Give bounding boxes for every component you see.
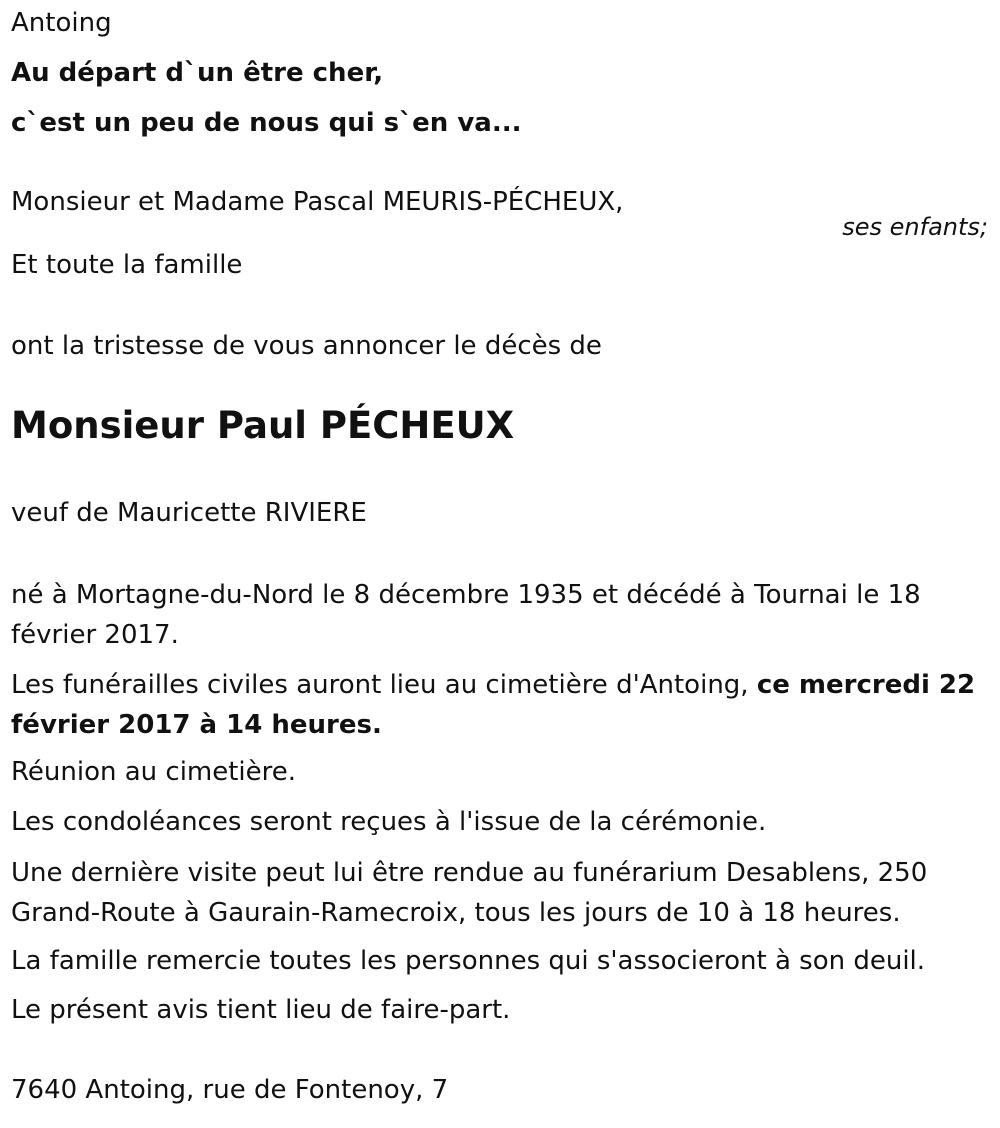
family-relation: ses enfants; <box>842 213 988 241</box>
family-line-1: Monsieur et Madame Pascal MEURIS-PÉCHEUX, <box>11 187 624 217</box>
address-text: 7640 Antoing, rue de Fontenoy, 7 <box>11 1075 449 1105</box>
funeral-paragraph <box>11 665 986 745</box>
announcement-text: ont la tristesse de vous annoncer le décès de <box>11 331 602 361</box>
family-line-2: Et toute la famille <box>11 250 243 280</box>
quote-line-2: c`est un peu de nous qui s`en va... <box>11 108 522 138</box>
notice-text: Le présent avis tient lieu de faire-part. <box>11 995 511 1025</box>
funeral-date: ce mercredi 22 février 2017 à 14 heures. <box>11 670 976 740</box>
deceased-name: Monsieur Paul PÉCHEUX <box>11 404 515 447</box>
thanks-text: La famille remercie toutes les personnes qui s'associeront à son deuil. <box>11 946 926 976</box>
funeral-text: Les funérailles civiles auront lieu au cimetière d'Antoing, <box>11 670 757 700</box>
meeting-text: Réunion au cimetière. <box>11 757 297 787</box>
visit-text: Une dernière visite peut lui être rendue au funérarium Desablens, 250 Grand-Route à Gaurain-Ramecroix, tous les jours de 10 à 18 heures. <box>11 858 928 928</box>
birth-death-text: né à Mortagne-du-Nord le 8 décembre 1935 et décédé à Tournai le 18 février 2017. <box>11 580 921 650</box>
spouse-text: veuf de Mauricette RIVIERE <box>11 498 367 528</box>
condolences-text: Les condoléances seront reçues à l'issue de la cérémonie. <box>11 807 767 837</box>
quote-line-1: Au départ d`un être cher, <box>11 58 384 88</box>
location-header: Antoing <box>11 8 112 38</box>
